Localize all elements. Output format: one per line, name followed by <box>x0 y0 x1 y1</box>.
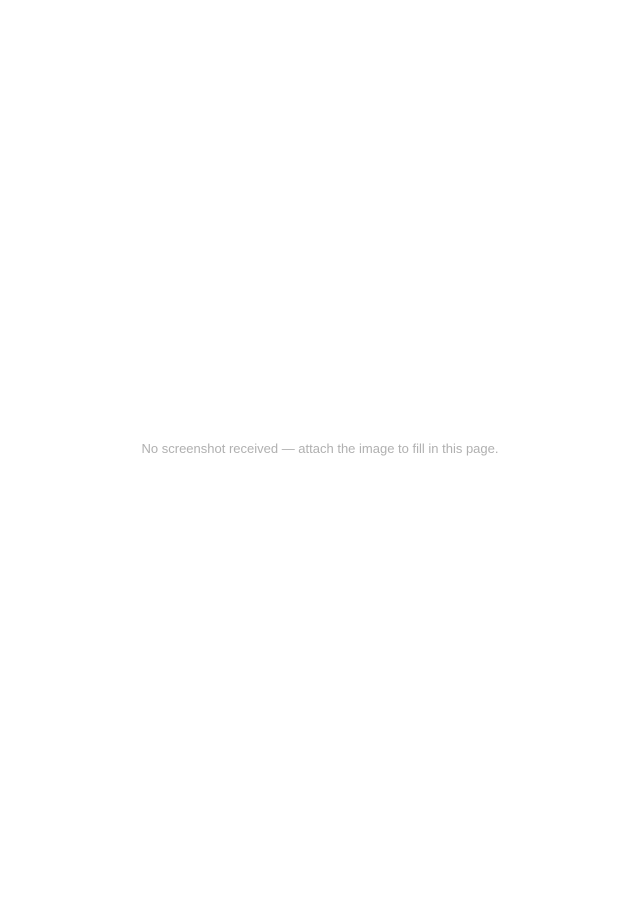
empty-note: No screenshot received — attach the image to fill in this page. <box>141 441 499 456</box>
